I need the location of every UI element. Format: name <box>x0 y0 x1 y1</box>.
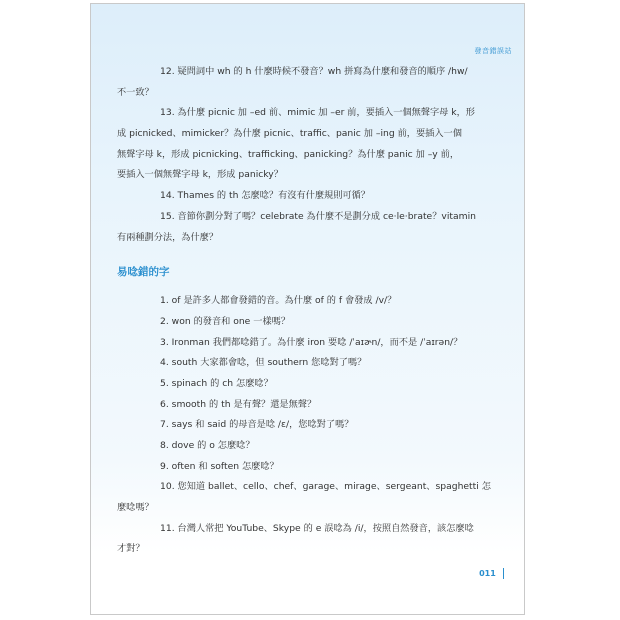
question-text-continued: 才對？ <box>117 543 145 555</box>
question-list <box>117 62 485 248</box>
question-item <box>117 353 485 374</box>
question-text: 10. 您知道 ballet、cello、chef、garage、mirage、sergeant、spaghetti 怎 <box>160 481 491 493</box>
book-page <box>90 3 525 615</box>
question-text: 11. 台灣人常把 YouTube、Skype 的 e 誤唸為 /i/，按照自然發音，該怎麼唸 <box>160 522 474 534</box>
question-item <box>117 374 485 395</box>
question-text: 9. often 和 soften 怎麼唸？ <box>160 460 279 472</box>
question-item <box>117 333 485 354</box>
question-text: 7. says 和 said 的母音是唸 /ɛ/，您唸對了嗎？ <box>160 419 354 431</box>
question-text: 2. won 的發音和 one 一樣嗎？ <box>160 315 291 327</box>
page-content <box>117 62 491 560</box>
running-header: 發音錯誤站 <box>474 47 512 55</box>
question-item <box>117 103 485 186</box>
question-text-continued: 無聲字母 k，形成 picnicking、trafficking、panicking？為什麼 panic 加 –y 前， <box>117 148 460 160</box>
question-item <box>117 186 485 207</box>
question-text: 14. Thames 的 th 怎麼唸？有沒有什麼規則可循？ <box>160 190 370 202</box>
question-text: 3. Ironman 我們都唸錯了。為什麼 iron 要唸 /ˈaɪɚn/，而不是 /ˈaɪrən/？ <box>160 336 463 348</box>
page-number: 011 <box>479 569 496 578</box>
section-title: 易唸錯的字 <box>117 266 170 279</box>
question-text: 13. 為什麼 picnic 加 –ed 前、mimic 加 –er 前，要插入一個無聲字母 k，形 <box>160 107 475 119</box>
question-text: 15. 音節你劃分對了嗎？celebrate 為什麼不是劃分成 ce·le·brate？vitamin <box>160 210 476 222</box>
question-item <box>117 519 485 560</box>
question-text-continued: 麼唸嗎？ <box>117 502 154 514</box>
question-text: 6. smooth 的 th 是有聲？還是無聲？ <box>160 398 317 410</box>
question-item <box>117 477 491 518</box>
question-text: 12. 疑問詞中 wh 的 h 什麼時候不發音？wh 拼寫為什麼和發音的順序 /hw/ <box>160 66 468 77</box>
footer-divider <box>503 568 504 579</box>
question-item <box>117 312 485 333</box>
page-footer <box>479 568 504 579</box>
question-item <box>117 207 485 248</box>
question-item <box>117 457 485 478</box>
question-text-continued: 不一致？ <box>117 86 154 98</box>
question-item <box>117 62 485 103</box>
question-item <box>117 415 485 436</box>
question-text-continued: 有兩種劃分法，為什麼？ <box>117 231 219 243</box>
question-text: 4. south 大家都會唸，但 southern 您唸對了嗎？ <box>160 357 367 369</box>
question-item <box>117 395 485 416</box>
question-item <box>117 291 485 312</box>
question-text-continued: 要插入一個無聲字母 k，形成 panicky？ <box>117 169 283 181</box>
question-text: 8. dove 的 o 怎麼唸？ <box>160 440 255 451</box>
question-item <box>117 436 485 457</box>
section-question-list <box>117 291 491 560</box>
question-text: 5. spinach 的 ch 怎麼唸？ <box>160 377 273 389</box>
question-text: 1. of 是許多人都會發錯的音。為什麼 of 的 f 會發成 /v/？ <box>160 295 397 307</box>
question-text-continued: 成 picnicked、mimicker？為什麼 picnic、traffic、panic 加 –ing 前，要插入一個 <box>117 128 462 140</box>
